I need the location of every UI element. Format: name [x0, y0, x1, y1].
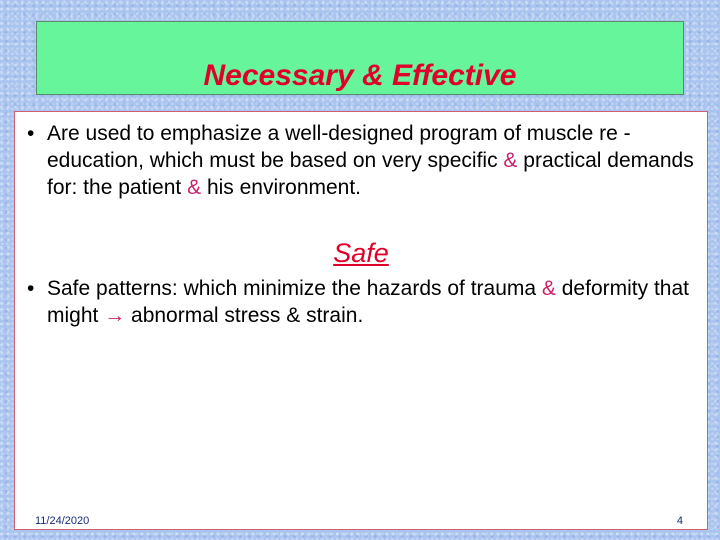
bullet-text — [47, 275, 699, 329]
ampersand: & — [187, 176, 202, 199]
slide-title: Necessary & Effective — [203, 59, 517, 92]
page-number: 4 — [676, 515, 683, 527]
bullet-text-part: practical demands for: the patient — [47, 149, 694, 199]
bullet-text-part: Are used to emphasize a well-designed program of muscle re -education, which must be based on very specific — [47, 122, 631, 172]
bullet-text-part: his environment. — [201, 176, 362, 199]
bullet-text-part: abnormal stress & strain. — [125, 304, 364, 327]
bullet-marker: • — [27, 277, 35, 300]
title-banner — [36, 21, 684, 95]
bullet-marker: • — [27, 122, 35, 145]
bullet-text — [47, 120, 699, 201]
arrow-right-icon: → — [104, 304, 126, 327]
section-heading: Safe — [333, 238, 389, 268]
ampersand: & — [541, 277, 556, 300]
bullet-text-part: Safe patterns: which minimize the hazards of trauma — [47, 277, 542, 300]
ampersand: & — [503, 149, 518, 172]
content-panel — [14, 111, 708, 530]
footer-date: 11/24/2020 — [35, 515, 90, 527]
bullet-text-part: deformity that might — [47, 277, 689, 327]
